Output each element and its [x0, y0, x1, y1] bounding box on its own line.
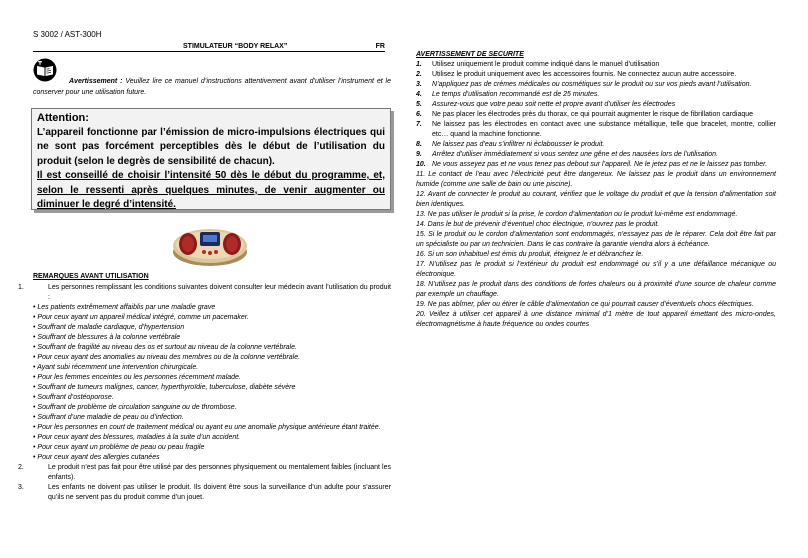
- safety-item: [416, 150, 776, 160]
- safety-item-text: Ne laissez pas d’eau s’infiltrer ni éclabousser le produit.: [432, 141, 605, 148]
- safety-item: [416, 140, 776, 150]
- remarks-bullet: • Pour ceux ayant un problème de peau ou peau fragile: [33, 444, 205, 451]
- attention-box: [31, 108, 391, 210]
- remarks-bullet: • Souffrant d’une maladie de peau ou d’infection.: [33, 414, 184, 421]
- safety-item: [416, 120, 776, 140]
- attention-heading: Attention:: [37, 112, 89, 124]
- remarks-bullet: • Souffrant de blessures à la colonne vertébrale: [33, 334, 181, 341]
- safety-paragraph: 13. Ne pas utiliser le produit si la prise, le cordon d’alimentation ou le produit lui-même est endommagé.: [416, 211, 738, 218]
- safety-item-text: Utilisez uniquement le produit comme indiqué dans le manuel d’utilisation: [432, 61, 660, 68]
- language-code: FR: [375, 43, 385, 50]
- remarks-item-2: [18, 463, 391, 483]
- safety-item-number: 10.: [416, 161, 426, 168]
- safety-item: [416, 80, 776, 90]
- remarks-bullet: • Pour ceux ayant des anomalies au niveau des membres ou de la colonne vertébrale.: [33, 354, 301, 361]
- safety-heading: AVERTISSEMENT DE SECURITE: [416, 51, 524, 58]
- document-title: STIMULATEUR “BODY RELAX”: [183, 43, 288, 50]
- remarks-bullet: • Pour les personnes en court de traitement médical ou ayant eu une anomalie physique antérieure étant traitée.: [33, 424, 381, 431]
- attention-paragraph: L’appareil fonctionne par l’émission de micro-impulsions électriques qui ne sont pas forcément perceptibles dès le début de l’utilisation du produit (selon le degrès de sensibilité de chacun).: [37, 126, 385, 167]
- remarks-bullet: • Pour ceux ayant des blessures, maladies à la suite d’un accident.: [33, 434, 241, 441]
- safety-paragraph: 19. Ne pas abîmer, plier ou étirer le câble d’alimentation ce qui pourrait causer d’éventuels chocs électriques.: [416, 301, 754, 308]
- safety-paragraph: 20. Veillez à utiliser cet appareil à une distance minimal d’1 mètre de tout appareil émettant des micro-ondes, électromagnétisme à haute fréquence ou ondes courtes: [416, 311, 776, 328]
- safety-paragraph: 17. N’utilisez pas le produit si l’extérieur du produit est endommagé ou s’il y a une défaillance mécanique ou électronique.: [416, 261, 776, 278]
- safety-item-text: Le temps d’utilisation recommandé est de 25 minutes.: [432, 91, 600, 98]
- warning-text: Veuillez lire ce manuel d’instructions attentivement avant d’utiliser l’instrument et le conserver pour une utilisation future.: [33, 78, 391, 96]
- remarks-item-3-text: Les enfants ne doivent pas utiliser le produit. Ils doivent être sous la surveillance d’un adulte pour s’assurer qu’ils ne servent pas du produit comme d’un jouet.: [48, 484, 391, 501]
- safety-item-number: 9.: [416, 151, 422, 158]
- safety-item-number: 1.: [416, 61, 422, 68]
- attention-advice: Il est conseillé de choisir l’intensité 50 dès le début du programme, et, selon le ressenti après quelques minutes, de venir augmenter ou diminuer le degré d’intensité.: [37, 170, 385, 210]
- safety-paragraph: 15. Si le produit ou le cordon d’alimentation sont endommagés, n’essayez pas de le réparer. Cela doit être fait par un spécialiste ou par un technicien. Dans le cas contraire la garantie viendra alors à échéance.: [416, 231, 776, 248]
- remarks-bullet: • Ayant subi récemment une intervention chirurgicale.: [33, 364, 199, 371]
- safety-item-text: Utilisez le produit uniquement avec les accessoires fournis. Ne connectez aucun autre accessoire.: [432, 71, 737, 78]
- safety-item-text: Ne laissez pas les électrodes en contact avec une substance métallique, telle que bracelet, montre, collier etc… quand la machine fonctionne.: [432, 121, 776, 138]
- safety-list: [416, 60, 776, 330]
- safety-item-number: 7.: [416, 121, 422, 128]
- safety-paragraph: 12. Avant de connecter le produit au courant, vérifiez que le voltage du produit et que la tension d’alimentation soit bien identiques.: [416, 191, 776, 208]
- safety-item-number: 8.: [416, 141, 422, 148]
- safety-item: [416, 60, 776, 70]
- warning-notice: [33, 76, 391, 98]
- safety-item-text: Assurez-vous que votre peau soit nette et propre avant d’utiliser les électrodes: [432, 101, 676, 108]
- safety-item: [416, 110, 776, 120]
- remarks-bullet: • Souffrant d’ostéoporose.: [33, 394, 114, 401]
- remarks-heading: REMARQUES AVANT UTILISATION: [33, 273, 149, 280]
- remarks-bullet: • Souffrant de maladie cardiaque, d’hypertension: [33, 324, 185, 331]
- safety-item: [416, 100, 776, 110]
- safety-paragraph: 14. Dans le but de prévenir d’éventuel choc électrique, n’ouvrez pas le produit.: [416, 221, 660, 228]
- safety-paragraph: 11. Le contact de l’eau avec l’électricité peut être dangereux. Ne laissez pas le produit dans un environnement humide (comme une salle de bain ou une piscine).: [416, 171, 776, 188]
- safety-item-text: N’appliquez pas de crèmes médicales ou cosmétiques sur le produit ou sur vos pieds avant l’utilisation.: [432, 81, 752, 88]
- safety-item-number: 5.: [416, 101, 422, 108]
- safety-item-number: 4.: [416, 91, 422, 98]
- remarks-bullet: • Pour les femmes enceintes ou les personnes récemment malade.: [33, 374, 241, 381]
- remarks-item-3-number: 3.: [18, 484, 24, 491]
- remarks-item-2-text: Le produit n’est pas fait pour être utilisé par des personnes physiquement ou mentalement faibles (incluant les enfants).: [48, 464, 391, 481]
- warning-lead: Avertissement :: [69, 78, 123, 85]
- remarks-item-1-text: Les personnes remplissant les conditions suivantes doivent consulter leur médecin avant l’utilisation du produit :: [48, 284, 391, 301]
- safety-item-number: 6.: [416, 111, 422, 118]
- remarks-bullet: • Les patients extrêmement affaiblis par une maladie grave: [33, 304, 216, 311]
- remarks-item-3: [18, 483, 391, 503]
- remarks-item-1-number: 1.: [18, 284, 24, 291]
- safety-item: [416, 70, 776, 80]
- safety-item-number: 3.: [416, 81, 422, 88]
- safety-item-text: Ne vous asseyez pas et ne vous tenez pas debout sur l’appareil. Ne le jetez pas et ne le laissez pas tomber.: [432, 161, 768, 168]
- device-image: [170, 222, 250, 268]
- model-code: S 3002 / AST-300H: [33, 30, 102, 39]
- remarks-bullet: • Pour ceux ayant des allergies cutanées: [33, 454, 160, 461]
- remarks-list: [18, 283, 391, 503]
- safety-item: [416, 90, 776, 100]
- safety-item-text: Ne pas placer les électrodes près du thorax, ce qui pourrait augmenter le risque de fibrillation cardiaque: [432, 111, 754, 118]
- remarks-bullet: • Pour ceux ayant un appareil médical intégré, comme un pacemaker.: [33, 314, 249, 321]
- remarks-item-1: [18, 283, 391, 303]
- safety-item-number: 2.: [416, 71, 422, 78]
- remarks-bullet: • Souffrant de problème de circulation sanguine ou de thrombose.: [33, 404, 237, 411]
- remarks-bullet: • Souffrant de tumeurs malignes, cancer, hyperthyroïdie, tuberculose, diabète sévère: [33, 384, 296, 391]
- safety-item: [416, 160, 776, 170]
- remarks-item-2-number: 2.: [18, 464, 24, 471]
- safety-paragraph: 16. Si un son inhabituel est émis du produit, éteignez le et débranchez le.: [416, 251, 644, 258]
- safety-item-text: Arrêtez d’utiliser immédiatement si vous sentez une gêne et des nausées lors de l’utilisation.: [432, 151, 718, 158]
- remarks-bullet: • Souffrant de fragilité au niveau des os et surtout au niveau de la colonne vertébrale.: [33, 344, 297, 351]
- safety-paragraph: 18. N’utilisez pas le produit dans des conditions de fortes chaleurs ou à proximité d’une source de chaleur comme par exemple un chauffage.: [416, 281, 776, 298]
- title-bar: [33, 42, 385, 52]
